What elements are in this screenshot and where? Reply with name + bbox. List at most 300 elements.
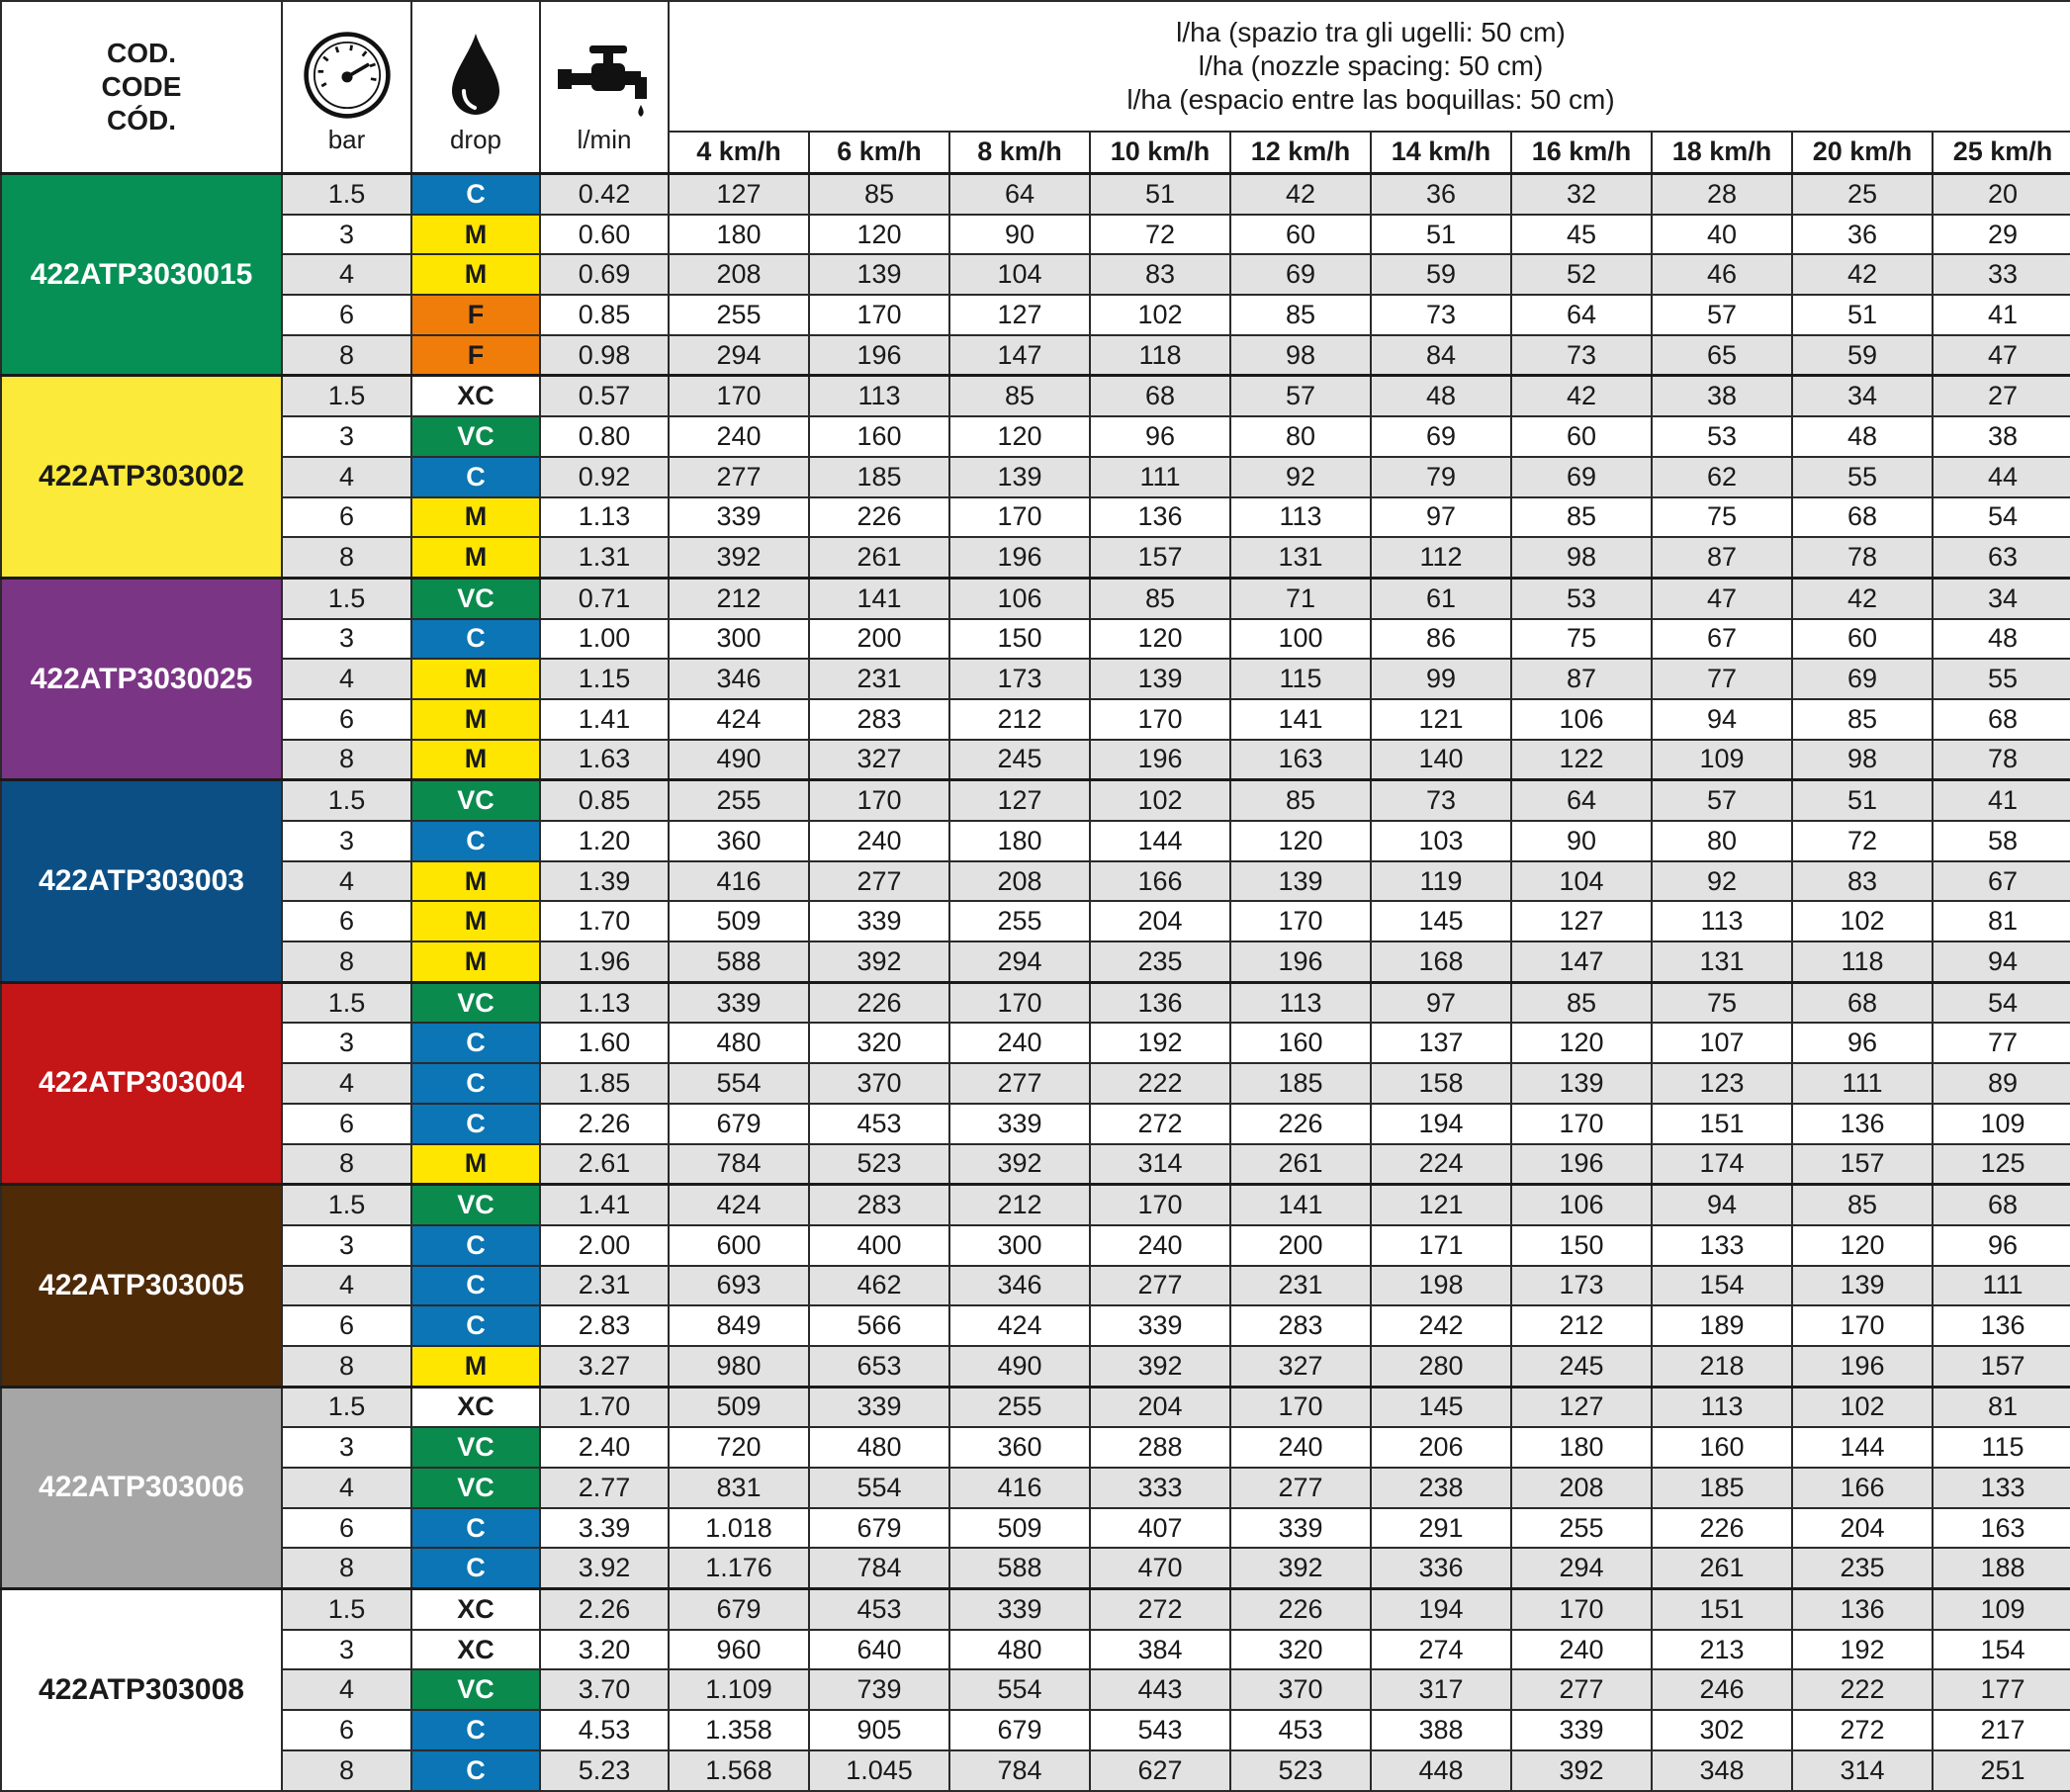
rate-cell: 113 [1230,497,1371,538]
droplet-class-cell: M [411,537,540,578]
rate-cell: 160 [809,416,949,457]
table-row [1,1104,2070,1144]
rate-cell: 145 [1371,1387,1511,1427]
rate-cell: 102 [1792,901,1933,941]
rate-cell: 125 [1933,1144,2070,1185]
pressure-cell: 1.5 [282,780,411,821]
pressure-cell: 8 [282,740,411,780]
rate-cell: 238 [1371,1468,1511,1508]
pressure-cell: 1.5 [282,982,411,1023]
table-row [1,416,2070,457]
rate-cell: 251 [1933,1750,2070,1791]
droplet-class-cell: XC [411,1589,540,1630]
rate-cell: 40 [1652,215,1792,255]
pressure-cell: 1.5 [282,376,411,416]
table-row [1,335,2070,376]
rate-cell: 113 [1230,982,1371,1023]
rate-cell: 38 [1933,416,2070,457]
rate-cell: 94 [1652,1185,1792,1225]
rate-cell: 68 [1090,376,1230,416]
table-row [1,740,2070,780]
rate-cell: 200 [809,619,949,660]
rate-cell: 218 [1652,1346,1792,1387]
rate-cell: 192 [1792,1630,1933,1670]
spacing-line-en: l/ha (nozzle spacing: 50 cm) [1198,49,1544,81]
rate-cell: 960 [669,1630,809,1670]
speed-header: 18 km/h [1652,132,1792,174]
rate-cell: 29 [1933,215,2070,255]
rate-cell: 554 [669,1063,809,1104]
rate-cell: 102 [1090,780,1230,821]
rate-cell: 45 [1511,215,1652,255]
rate-cell: 240 [1511,1630,1652,1670]
rate-cell: 85 [809,174,949,215]
rate-cell: 240 [1230,1427,1371,1468]
rate-cell: 98 [1511,537,1652,578]
rate-cell: 42 [1792,578,1933,618]
rate-cell: 679 [949,1710,1090,1750]
rate-cell: 416 [949,1468,1090,1508]
droplet-class-cell: M [411,941,540,982]
droplet-class-cell: VC [411,1669,540,1710]
rate-cell: 78 [1792,537,1933,578]
rate-cell: 81 [1933,1387,2070,1427]
pressure-cell: 3 [282,1630,411,1670]
flow-cell: 3.27 [540,1346,669,1387]
rate-cell: 136 [1792,1589,1933,1630]
rate-cell: 145 [1371,901,1511,941]
rate-cell: 100 [1230,619,1371,660]
droplet-class-cell: M [411,215,540,255]
flow-cell: 1.39 [540,861,669,902]
rate-cell: 327 [1230,1346,1371,1387]
droplet-class-cell: C [411,1508,540,1549]
rate-cell: 48 [1792,416,1933,457]
rate-cell: 424 [669,699,809,740]
nozzle-code: 422ATP303002 [1,376,282,578]
table-row [1,1468,2070,1508]
droplet-class-cell: C [411,1305,540,1346]
pressure-gauge-icon [302,30,393,121]
rate-cell: 204 [1792,1508,1933,1549]
rate-cell: 336 [1371,1548,1511,1588]
rate-cell: 65 [1652,335,1792,376]
table-row [1,901,2070,941]
rate-cell: 157 [1933,1346,2070,1387]
rate-cell: 407 [1090,1508,1230,1549]
rate-cell: 213 [1652,1630,1792,1670]
rate-cell: 384 [1090,1630,1230,1670]
speed-header: 6 km/h [809,132,949,174]
rate-cell: 85 [949,376,1090,416]
rate-cell: 173 [949,659,1090,699]
table-row [1,619,2070,660]
rate-cell: 235 [1090,941,1230,982]
flow-cell: 3.39 [540,1508,669,1549]
rate-cell: 509 [949,1508,1090,1549]
flow-cell: 2.61 [540,1144,669,1185]
rate-cell: 58 [1933,821,2070,861]
table-row [1,780,2070,821]
rate-cell: 272 [1090,1589,1230,1630]
rate-cell: 112 [1371,537,1511,578]
rate-cell: 83 [1792,861,1933,902]
rate-cell: 73 [1371,780,1511,821]
table-row [1,659,2070,699]
droplet-class-cell: C [411,457,540,497]
pressure-cell: 3 [282,416,411,457]
rate-cell: 443 [1090,1669,1230,1710]
rate-cell: 85 [1090,578,1230,618]
table-row [1,941,2070,982]
rate-cell: 784 [809,1548,949,1588]
droplet-class-cell: XC [411,1630,540,1670]
rate-cell: 339 [809,901,949,941]
rate-cell: 170 [1792,1305,1933,1346]
rate-cell: 226 [809,497,949,538]
pressure-cell: 8 [282,1144,411,1185]
rate-cell: 92 [1652,861,1792,902]
table-row [1,254,2070,295]
rate-cell: 424 [949,1305,1090,1346]
rate-cell: 185 [1652,1468,1792,1508]
flow-cell: 2.31 [540,1266,669,1306]
rate-cell: 168 [1371,941,1511,982]
rate-cell: 255 [949,901,1090,941]
speed-header: 4 km/h [669,132,809,174]
flow-cell: 0.80 [540,416,669,457]
rate-cell: 69 [1371,416,1511,457]
pressure-cell: 4 [282,659,411,699]
rate-cell: 272 [1792,1710,1933,1750]
droplet-class-cell: C [411,619,540,660]
rate-cell: 294 [669,335,809,376]
rate-cell: 127 [669,174,809,215]
table-row [1,1589,2070,1630]
rate-cell: 453 [809,1589,949,1630]
flow-cell: 2.77 [540,1468,669,1508]
rate-cell: 144 [1090,821,1230,861]
pressure-cell: 8 [282,1548,411,1588]
rate-cell: 127 [1511,901,1652,941]
rate-cell: 370 [809,1063,949,1104]
pressure-cell: 4 [282,861,411,902]
droplet-class-cell: VC [411,1427,540,1468]
pressure-cell: 1.5 [282,1185,411,1225]
droplet-class-cell: VC [411,982,540,1023]
table-row [1,1266,2070,1306]
rate-cell: 294 [1511,1548,1652,1588]
rate-cell: 693 [669,1266,809,1306]
droplet-class-cell: M [411,497,540,538]
flow-cell: 1.13 [540,497,669,538]
rate-cell: 174 [1652,1144,1792,1185]
rate-cell: 73 [1371,295,1511,335]
rate-cell: 339 [669,982,809,1023]
rate-cell: 141 [1230,1185,1371,1225]
rate-cell: 144 [1792,1427,1933,1468]
pressure-cell: 4 [282,1468,411,1508]
flow-cell: 0.85 [540,295,669,335]
rate-cell: 523 [1230,1750,1371,1791]
rate-cell: 240 [1090,1225,1230,1266]
rate-cell: 102 [1792,1387,1933,1427]
rate-cell: 170 [1230,1387,1371,1427]
pressure-cell: 8 [282,335,411,376]
rate-cell: 314 [1792,1750,1933,1791]
pressure-cell: 6 [282,699,411,740]
rate-cell: 90 [1511,821,1652,861]
rate-cell: 277 [669,457,809,497]
rate-cell: 51 [1792,295,1933,335]
rate-cell: 277 [1511,1669,1652,1710]
pressure-cell: 8 [282,1750,411,1791]
rate-cell: 127 [949,780,1090,821]
nozzle-code: 422ATP303003 [1,780,282,982]
rate-cell: 194 [1371,1589,1511,1630]
rate-cell: 118 [1090,335,1230,376]
rate-cell: 180 [1511,1427,1652,1468]
rate-cell: 34 [1933,578,2070,618]
rate-cell: 46 [1652,254,1792,295]
table-row [1,1144,2070,1185]
droplet-class-cell: XC [411,376,540,416]
rate-cell: 360 [949,1427,1090,1468]
table-row [1,982,2070,1023]
rate-cell: 339 [809,1387,949,1427]
rate-cell: 339 [1090,1305,1230,1346]
rate-cell: 720 [669,1427,809,1468]
rate-cell: 139 [1090,659,1230,699]
rate-cell: 523 [809,1144,949,1185]
flow-cell: 1.00 [540,619,669,660]
table-row [1,1346,2070,1387]
rate-cell: 160 [1652,1427,1792,1468]
rate-cell: 170 [809,295,949,335]
rate-cell: 57 [1652,780,1792,821]
rate-cell: 89 [1933,1063,2070,1104]
rate-cell: 261 [809,537,949,578]
rate-cell: 360 [669,821,809,861]
drop-column-header [411,1,540,174]
rate-cell: 151 [1652,1589,1792,1630]
pressure-cell: 4 [282,1266,411,1306]
rate-cell: 111 [1090,457,1230,497]
rate-cell: 208 [949,861,1090,902]
rate-cell: 208 [1511,1468,1652,1508]
rate-cell: 224 [1371,1144,1511,1185]
rate-cell: 62 [1652,457,1792,497]
rate-cell: 106 [949,578,1090,618]
rate-cell: 163 [1933,1508,2070,1549]
rate-cell: 75 [1652,497,1792,538]
speed-header: 20 km/h [1792,132,1933,174]
flow-cell: 0.85 [540,780,669,821]
rate-cell: 120 [1090,619,1230,660]
rate-cell: 47 [1933,335,2070,376]
table-row [1,1387,2070,1427]
rate-cell: 480 [669,1023,809,1063]
rate-cell: 42 [1792,254,1933,295]
rate-cell: 226 [1230,1104,1371,1144]
nozzle-code: 422ATP3030025 [1,578,282,779]
rate-cell: 255 [669,295,809,335]
spacing-line-it: l/ha (spazio tra gli ugelli: 50 cm) [1176,16,1566,47]
rate-cell: 196 [1792,1346,1933,1387]
rate-cell: 67 [1933,861,2070,902]
rate-cell: 122 [1511,740,1652,780]
rate-cell: 120 [809,215,949,255]
rate-cell: 849 [669,1305,809,1346]
code-label-it: COD. [107,38,176,68]
pressure-cell: 6 [282,901,411,941]
rate-cell: 1.568 [669,1750,809,1791]
rate-cell: 150 [1511,1225,1652,1266]
rate-cell: 231 [809,659,949,699]
nozzle-code: 422ATP303006 [1,1387,282,1588]
rate-cell: 462 [809,1266,949,1306]
droplet-class-cell: C [411,1063,540,1104]
rate-cell: 185 [1230,1063,1371,1104]
rate-cell: 392 [949,1144,1090,1185]
rate-cell: 160 [1230,1023,1371,1063]
rate-cell: 196 [1230,941,1371,982]
rate-cell: 416 [669,861,809,902]
droplet-class-cell: C [411,821,540,861]
rate-cell: 59 [1792,335,1933,376]
rate-cell: 54 [1933,497,2070,538]
rate-cell: 255 [949,1387,1090,1427]
rate-cell: 120 [1511,1023,1652,1063]
rate-cell: 277 [949,1063,1090,1104]
rate-cell: 57 [1652,295,1792,335]
rate-cell: 109 [1933,1104,2070,1144]
flow-cell: 1.63 [540,740,669,780]
rate-cell: 206 [1371,1427,1511,1468]
rate-cell: 53 [1511,578,1652,618]
pressure-cell: 8 [282,537,411,578]
rate-cell: 48 [1933,619,2070,660]
rate-cell: 196 [1090,740,1230,780]
rate-cell: 139 [809,254,949,295]
table-row [1,497,2070,538]
table-row [1,1630,2070,1670]
rate-cell: 96 [1090,416,1230,457]
rate-cell: 217 [1933,1710,2070,1750]
droplet-class-cell: F [411,335,540,376]
rate-cell: 64 [1511,295,1652,335]
rate-cell: 85 [1792,1185,1933,1225]
rate-cell: 140 [1371,740,1511,780]
nozzle-code: 422ATP303005 [1,1185,282,1387]
rate-cell: 52 [1511,254,1652,295]
rate-cell: 261 [1652,1548,1792,1588]
pressure-cell: 6 [282,497,411,538]
rate-cell: 136 [1090,982,1230,1023]
rate-cell: 588 [669,941,809,982]
flow-cell: 0.57 [540,376,669,416]
droplet-class-cell: C [411,1750,540,1791]
rate-cell: 20 [1933,174,2070,215]
rate-cell: 28 [1652,174,1792,215]
rate-cell: 51 [1090,174,1230,215]
pressure-cell: 1.5 [282,1589,411,1630]
rate-cell: 283 [1230,1305,1371,1346]
rate-cell: 68 [1792,497,1933,538]
droplet-class-cell: VC [411,780,540,821]
rate-cell: 113 [1652,901,1792,941]
rate-cell: 679 [669,1104,809,1144]
rate-cell: 346 [949,1266,1090,1306]
rate-cell: 784 [669,1144,809,1185]
flow-cell: 0.42 [540,174,669,215]
rate-cell: 63 [1933,537,2070,578]
spacing-line-es: l/ha (espacio entre las boquillas: 50 cm) [1126,83,1615,115]
rate-cell: 1.176 [669,1548,809,1588]
flow-label: l/min [577,124,632,154]
speed-header: 12 km/h [1230,132,1371,174]
water-tap-icon [550,30,659,121]
rate-cell: 97 [1371,497,1511,538]
rate-cell: 339 [949,1589,1090,1630]
rate-cell: 96 [1792,1023,1933,1063]
rate-cell: 226 [1230,1589,1371,1630]
rate-cell: 283 [809,1185,949,1225]
table-row [1,578,2070,618]
rate-cell: 60 [1792,619,1933,660]
flow-cell: 1.31 [540,537,669,578]
rate-cell: 490 [949,1346,1090,1387]
rate-cell: 453 [809,1104,949,1144]
rate-cell: 679 [669,1589,809,1630]
rate-cell: 196 [809,335,949,376]
rate-cell: 739 [809,1669,949,1710]
droplet-class-cell: C [411,1266,540,1306]
rate-cell: 104 [949,254,1090,295]
rate-cell: 115 [1933,1427,2070,1468]
flow-cell: 5.23 [540,1750,669,1791]
rate-cell: 113 [809,376,949,416]
rate-cell: 392 [1511,1750,1652,1791]
pressure-cell: 6 [282,1104,411,1144]
rate-cell: 47 [1652,578,1792,618]
rate-cell: 189 [1652,1305,1792,1346]
spacing-header [669,1,2070,132]
rate-cell: 77 [1933,1023,2070,1063]
rate-cell: 392 [809,941,949,982]
nozzle-code: 422ATP303008 [1,1589,282,1791]
droplet-class-cell: C [411,1710,540,1750]
table-row [1,861,2070,902]
table-row [1,295,2070,335]
code-label-es: CÓD. [107,105,176,135]
rate-cell: 92 [1230,457,1371,497]
pressure-cell: 3 [282,619,411,660]
speed-header: 14 km/h [1371,132,1511,174]
rate-cell: 302 [1652,1710,1792,1750]
rate-cell: 255 [1511,1508,1652,1549]
rate-cell: 120 [949,416,1090,457]
rate-cell: 34 [1792,376,1933,416]
rate-cell: 136 [1090,497,1230,538]
rate-cell: 121 [1371,699,1511,740]
rate-cell: 55 [1792,457,1933,497]
rate-cell: 509 [669,1387,809,1427]
rate-cell: 831 [669,1468,809,1508]
table-row [1,821,2070,861]
droplet-class-cell: M [411,699,540,740]
rate-cell: 679 [809,1508,949,1549]
